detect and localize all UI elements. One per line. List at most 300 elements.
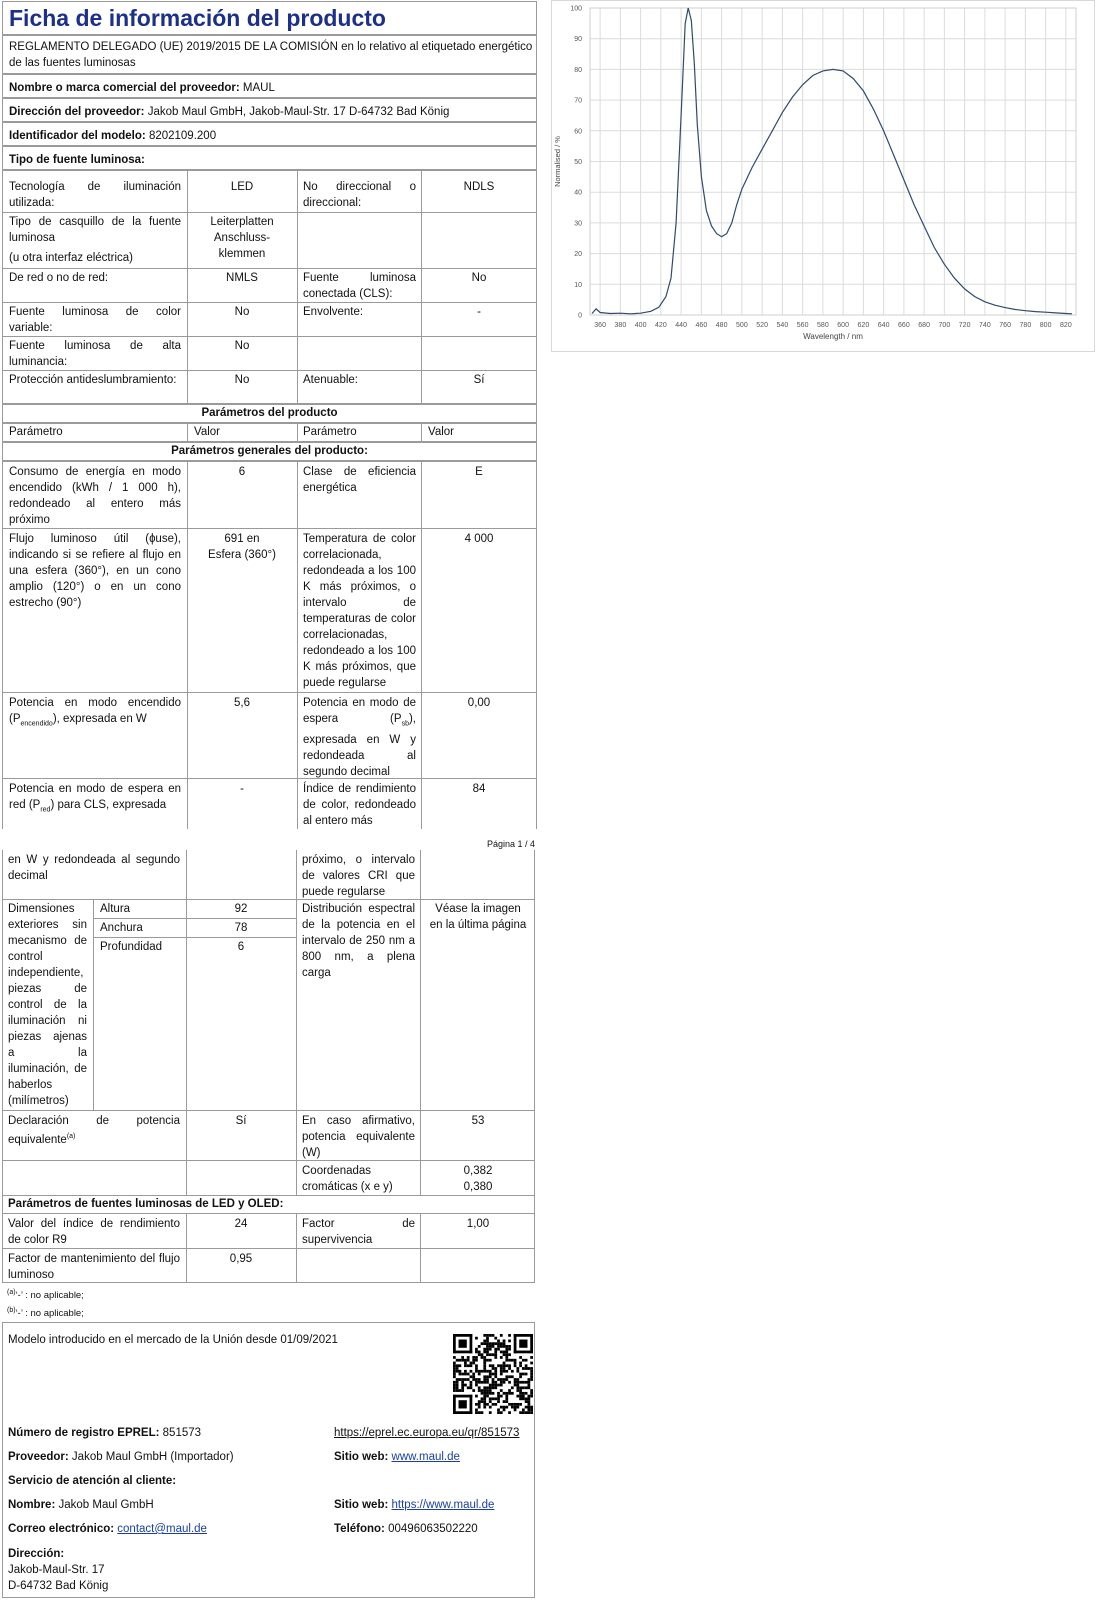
qr-module	[497, 1400, 500, 1403]
qr-module	[505, 1378, 508, 1381]
qr-module	[503, 1378, 506, 1381]
qr-module	[503, 1345, 506, 1348]
qr-module	[508, 1353, 511, 1356]
type-row-line-3	[2, 302, 537, 303]
qr-module	[508, 1392, 511, 1395]
qr-module	[527, 1411, 530, 1414]
qr-module	[530, 1392, 533, 1395]
equiv-value: 53	[471, 1115, 485, 1127]
qr-module	[492, 1367, 495, 1370]
qr-module	[503, 1406, 506, 1409]
qr-module	[483, 1389, 486, 1392]
qr-module	[461, 1381, 464, 1384]
qr-module	[508, 1340, 511, 1343]
qr-module	[508, 1367, 511, 1370]
gen-row-line-1	[2, 528, 537, 529]
qr-module	[489, 1386, 492, 1389]
model-row-text	[9, 128, 216, 144]
qr-module	[453, 1356, 456, 1359]
qr-module	[505, 1397, 508, 1400]
x-tick-label: 700	[938, 322, 951, 329]
chroma-x: 0,382	[463, 1165, 493, 1177]
type-row-line-1	[2, 212, 537, 213]
phone-value: 00496063502220	[388, 1523, 478, 1535]
hdr-col-1	[187, 423, 188, 442]
supplier-value: MAUL	[242, 82, 275, 94]
qr-module	[494, 1403, 497, 1406]
footnote-mark: (a)	[7, 1289, 16, 1296]
chroma-y: 0,380	[463, 1181, 493, 1193]
qr-module	[522, 1392, 525, 1395]
qr-module	[511, 1403, 514, 1406]
general-label: Índice de rendimiento de color, redondeado al entero más	[303, 783, 416, 827]
qr-module	[500, 1345, 503, 1348]
general-label	[9, 695, 181, 732]
qr-module	[475, 1408, 478, 1411]
qr-module	[497, 1364, 500, 1367]
col-header: Valor	[194, 426, 220, 438]
qr-module	[514, 1378, 517, 1381]
led-label: Factor de supervivencia	[302, 1218, 415, 1246]
qr-module	[486, 1370, 489, 1373]
qr-module	[467, 1359, 470, 1362]
qr-module	[530, 1378, 533, 1381]
qr-module	[519, 1386, 522, 1389]
qr-module	[508, 1403, 511, 1406]
qr-module	[486, 1378, 489, 1381]
qr-module	[497, 1342, 500, 1345]
qr-module	[527, 1408, 530, 1411]
qr-module	[500, 1364, 503, 1367]
gen-row-line-3	[2, 778, 537, 779]
x-tick-label: 560	[796, 322, 809, 329]
qr-module	[486, 1337, 489, 1340]
qr-module	[514, 1334, 533, 1337]
qr-module	[470, 1364, 473, 1367]
qr-module	[525, 1400, 528, 1403]
qr-module	[530, 1375, 533, 1378]
qr-module	[456, 1370, 459, 1373]
y-tick-label: 90	[574, 36, 582, 44]
qr-module	[456, 1378, 459, 1381]
qr-module	[525, 1381, 528, 1384]
type-col-1	[187, 170, 188, 404]
qr-module	[497, 1397, 500, 1400]
qr-module	[467, 1373, 470, 1376]
qr-module	[486, 1359, 489, 1362]
x-tick-label: 740	[979, 322, 991, 329]
qr-module	[453, 1367, 456, 1370]
qr-module	[530, 1408, 533, 1411]
web2-line	[334, 1497, 494, 1513]
general-label: Temperatura de color correlacionada, redondeada a los 100 K más próximos, o intervalo de temperaturas de color correlacionadas, redondeado a los 100 K más próximos, que puede regularse	[303, 533, 416, 689]
x-tick-label: 720	[958, 322, 971, 329]
qr-module	[514, 1406, 517, 1409]
qr-module	[519, 1364, 522, 1367]
qr-module	[456, 1384, 459, 1387]
type-label: Tipo de casquillo de la fuente luminosa	[9, 216, 181, 244]
qr-module	[478, 1353, 481, 1356]
qr-module	[456, 1359, 459, 1362]
qr-module	[464, 1364, 467, 1367]
qr-module	[494, 1375, 497, 1378]
type-label: De red o no de red:	[9, 272, 109, 284]
qr-module	[478, 1403, 481, 1406]
addr-line: D-64732 Bad König	[8, 1580, 109, 1592]
qr-module	[527, 1395, 530, 1398]
qr-module	[497, 1340, 500, 1343]
qr-module	[478, 1351, 481, 1354]
type-row-line-4	[2, 336, 537, 337]
qr-module	[492, 1345, 495, 1348]
qr-module	[522, 1381, 525, 1384]
gen-col-3	[421, 461, 422, 829]
web-line	[334, 1449, 460, 1465]
dim-line-2	[93, 937, 296, 938]
qr-module	[508, 1375, 511, 1378]
cont-col-2	[296, 850, 297, 900]
qr-module	[483, 1375, 486, 1378]
qr-module	[483, 1359, 486, 1362]
qr-module	[530, 1373, 533, 1376]
qr-module	[483, 1403, 486, 1406]
qr-module	[459, 1370, 462, 1373]
qr-module	[516, 1370, 519, 1373]
type-col-2	[297, 170, 298, 404]
email-link[interactable]: contact@maul.de	[117, 1523, 207, 1535]
qr-module	[475, 1378, 478, 1381]
qr-module	[522, 1359, 525, 1362]
qr-module	[514, 1334, 517, 1353]
type-value: LED	[230, 181, 254, 193]
qr-module	[519, 1373, 522, 1376]
qr-module	[486, 1403, 489, 1406]
qr-module	[453, 1351, 472, 1354]
spectral-label: Distribución espectral de la potencia en el intervalo de 250 nm a 800 nm, a plena carga	[302, 903, 415, 979]
web2-link[interactable]: https://www.maul.de	[391, 1499, 495, 1511]
qr-module	[483, 1340, 486, 1343]
general-value: 0,00	[467, 697, 491, 709]
qr-module	[470, 1362, 473, 1365]
qr-module	[503, 1381, 506, 1384]
general-label: Flujo luminoso útil (ɸuse), indicando si se refiere al flujo en una esfera (360°), en un cono amplio (120°) o en un cono estrecho (90°)	[9, 533, 181, 609]
provider-value: Jakob Maul GmbH (Importador)	[71, 1451, 234, 1463]
qr-module	[511, 1370, 514, 1373]
dim-col-3	[420, 899, 421, 1111]
qr-module	[470, 1375, 473, 1378]
qr-module	[511, 1386, 514, 1389]
x-tick-label: 680	[918, 322, 930, 329]
web-label: Sitio web:	[334, 1451, 389, 1463]
qr-module	[489, 1370, 492, 1373]
qr-module	[516, 1406, 519, 1409]
label-part: ), expresada en W y redondeada al segundo decimal	[303, 713, 416, 779]
qr-module	[483, 1367, 486, 1370]
qr-module	[522, 1395, 525, 1398]
qr-module	[475, 1384, 478, 1387]
type-label: Fuente luminosa de color variable:	[9, 306, 181, 334]
qr-module	[489, 1397, 492, 1400]
qr-module	[525, 1367, 528, 1370]
qr-module	[486, 1353, 489, 1356]
qr-module	[461, 1359, 464, 1362]
general-heading: Parámetros generales del producto:	[171, 445, 368, 457]
qr-module	[464, 1370, 467, 1373]
qr-module	[500, 1356, 503, 1359]
addr-line: Jakob-Maul-Str. 17	[8, 1564, 105, 1576]
led-value: 0,95	[229, 1253, 253, 1265]
qr-module	[500, 1381, 503, 1384]
qr-module	[475, 1395, 478, 1398]
qr-module	[508, 1334, 511, 1337]
dimension-name: Anchura	[100, 922, 143, 934]
model-label: Identificador del modelo:	[9, 130, 146, 142]
qr-module	[492, 1384, 495, 1387]
type-label: No direccional o direccional:	[303, 181, 416, 209]
qr-module	[497, 1408, 500, 1411]
col-header-row	[2, 423, 537, 442]
qr-module	[505, 1364, 508, 1367]
qr-module	[459, 1373, 462, 1376]
qr-module	[470, 1381, 473, 1384]
qr-module	[505, 1359, 508, 1362]
qr-module	[505, 1375, 508, 1378]
qr-module	[527, 1397, 530, 1400]
qr-module	[459, 1364, 462, 1367]
qr-module	[461, 1356, 464, 1359]
type-label: Fuente luminosa de alta luminancia:	[9, 340, 181, 368]
type-label: Tecnología de iluminación utilizada:	[9, 181, 181, 209]
qr-module	[525, 1373, 528, 1376]
led-label: Valor del índice de rendimiento de color R9	[8, 1218, 180, 1246]
qr-module	[486, 1342, 489, 1345]
qr-module	[461, 1389, 464, 1392]
qr-module	[503, 1367, 506, 1370]
qr-module	[527, 1400, 530, 1403]
type-value: No	[234, 374, 250, 386]
qr-module	[497, 1411, 500, 1414]
eprel-link[interactable]: https://eprel.ec.europa.eu/qr/851573	[334, 1427, 520, 1439]
qr-module	[483, 1342, 486, 1345]
qr-module	[483, 1378, 486, 1381]
gen-col-1	[187, 461, 188, 829]
col-header: Parámetro	[9, 426, 63, 438]
qr-module	[503, 1340, 506, 1343]
qr-module	[516, 1403, 519, 1406]
equiv-label	[8, 1113, 180, 1148]
supplier-label: Nombre o marca comercial del proveedor:	[9, 82, 240, 94]
qr-module	[481, 1342, 484, 1345]
qr-module	[483, 1370, 486, 1373]
qr-module	[483, 1334, 486, 1337]
qr-module	[494, 1370, 497, 1373]
x-tick-label: 780	[1019, 322, 1032, 329]
led-line-1	[2, 1248, 535, 1249]
qr-module	[525, 1406, 528, 1409]
qr-module	[525, 1397, 528, 1400]
qr-module	[514, 1384, 517, 1387]
qr-module	[483, 1381, 486, 1384]
qr-module	[505, 1395, 508, 1398]
y-tick-label: 80	[574, 66, 582, 74]
qr-module	[494, 1337, 497, 1340]
params-heading: Parámetros del producto	[201, 407, 338, 419]
qr-module	[519, 1411, 522, 1414]
qr-module	[525, 1386, 528, 1389]
qr-module	[475, 1403, 478, 1406]
qr-module	[464, 1359, 467, 1362]
qr-module	[467, 1356, 470, 1359]
qr-module	[475, 1411, 478, 1414]
qr-module	[527, 1381, 530, 1384]
eprel-value: 851573	[162, 1427, 202, 1439]
qr-module	[500, 1378, 503, 1381]
qr-module	[489, 1375, 492, 1378]
type-row-line-2	[2, 268, 537, 269]
qr-module	[527, 1378, 530, 1381]
dim-line-1	[93, 918, 296, 919]
qr-module	[503, 1370, 506, 1373]
qr-module	[530, 1370, 533, 1373]
qr-module	[508, 1345, 511, 1348]
qr-module	[486, 1345, 489, 1348]
qr-module	[530, 1406, 533, 1409]
qr-module	[492, 1364, 495, 1367]
led-label: Factor de mantenimiento del flujo luminoso	[8, 1253, 180, 1281]
dim-col-a	[93, 899, 94, 1111]
qr-module	[486, 1389, 489, 1392]
qr-module	[453, 1364, 456, 1367]
x-tick-label: 600	[837, 322, 849, 329]
qr-module	[494, 1386, 497, 1389]
qr-module	[481, 1370, 484, 1373]
qr-module	[453, 1395, 456, 1414]
type-label: Fuente luminosa conectada (CLS):	[303, 272, 416, 300]
qr-module	[511, 1359, 514, 1362]
qr-module	[492, 1386, 495, 1389]
dimension-value: 6	[237, 941, 245, 953]
qr-module	[481, 1397, 484, 1400]
source-type-heading: Tipo de fuente luminosa:	[9, 154, 145, 166]
qr-module	[483, 1351, 486, 1354]
spectral-value: Véase la imagen en la última página	[429, 903, 527, 931]
qr-module	[522, 1397, 525, 1400]
qr-module	[456, 1389, 459, 1392]
qr-module	[527, 1403, 530, 1406]
name-label: Nombre:	[8, 1499, 56, 1511]
qr-module	[494, 1367, 497, 1370]
x-tick-label: 380	[614, 322, 627, 329]
qr-module	[470, 1395, 473, 1414]
qr-module	[500, 1395, 503, 1398]
qr-module	[492, 1353, 495, 1356]
qr-module	[481, 1353, 484, 1356]
general-value: 4 000	[464, 533, 494, 545]
dimension-name: Profundidad	[100, 941, 163, 953]
web-link[interactable]: www.maul.de	[391, 1451, 460, 1463]
type-value: No	[234, 340, 250, 352]
qr-module	[459, 1389, 462, 1392]
qr-module	[514, 1408, 517, 1411]
y-tick-label: 0	[578, 312, 582, 320]
qr-module	[514, 1403, 517, 1406]
qr-module	[500, 1373, 503, 1376]
qr-module	[472, 1373, 475, 1376]
x-tick-label: 820	[1060, 322, 1072, 329]
qr-module	[514, 1364, 517, 1367]
qr-module	[461, 1386, 464, 1389]
email-line	[8, 1521, 207, 1537]
spectrum-line	[592, 8, 1072, 314]
y-tick-label: 70	[574, 97, 582, 105]
qr-module	[505, 1356, 508, 1359]
qr-module	[478, 1378, 481, 1381]
general-value: E	[475, 466, 483, 478]
col-header: Parámetro	[303, 426, 357, 438]
qr-module	[527, 1406, 530, 1409]
qr-module	[483, 1392, 486, 1395]
qr-module	[530, 1411, 533, 1414]
qr-module	[503, 1351, 506, 1354]
x-tick-label: 360	[594, 322, 606, 329]
qr-module	[459, 1378, 462, 1381]
label-superscript: (a)	[66, 1133, 76, 1140]
qr-module	[489, 1364, 492, 1367]
qr-module	[492, 1378, 495, 1381]
qr-module	[516, 1378, 519, 1381]
qr-module	[508, 1364, 511, 1367]
qr-module	[459, 1359, 462, 1362]
cont-col-3	[420, 850, 421, 900]
qr-module	[483, 1397, 486, 1400]
qr-module	[500, 1411, 503, 1414]
qr-module	[522, 1373, 525, 1376]
x-tick-label: 480	[715, 322, 728, 329]
qr-module	[503, 1400, 506, 1403]
qr-module	[511, 1375, 514, 1378]
qr-module	[505, 1400, 508, 1403]
equiv-label: En caso afirmativo, potencia equivalente (W)	[302, 1115, 415, 1159]
address-label: Dirección del proveedor:	[9, 106, 145, 118]
qr-module	[475, 1364, 478, 1367]
qr-module	[489, 1406, 492, 1409]
y-tick-label: 40	[574, 189, 582, 197]
qr-module	[494, 1348, 497, 1351]
x-tick-label: 660	[898, 322, 910, 329]
qr-module	[492, 1381, 495, 1384]
qr-module	[464, 1378, 467, 1381]
qr-module	[508, 1381, 511, 1384]
type-value: -	[477, 306, 481, 318]
qr-module	[459, 1340, 467, 1348]
cont-label: próximo, o intervalo de valores CRI que puede regularse	[302, 854, 415, 898]
x-tick-label: 500	[736, 322, 748, 329]
qr-module	[453, 1386, 456, 1389]
qr-module	[494, 1381, 497, 1384]
general-label	[9, 781, 181, 818]
qr-module	[475, 1370, 478, 1373]
dim-col-2	[296, 899, 297, 1111]
qr-module	[472, 1389, 475, 1392]
general-value: 84	[472, 783, 486, 795]
qr-module	[486, 1381, 489, 1384]
y-tick-label: 20	[574, 251, 582, 259]
qr-module	[478, 1386, 481, 1389]
y-tick-label: 60	[574, 128, 582, 136]
qr-code-icon	[453, 1334, 533, 1414]
qr-module	[478, 1400, 481, 1403]
qr-module	[500, 1370, 503, 1373]
